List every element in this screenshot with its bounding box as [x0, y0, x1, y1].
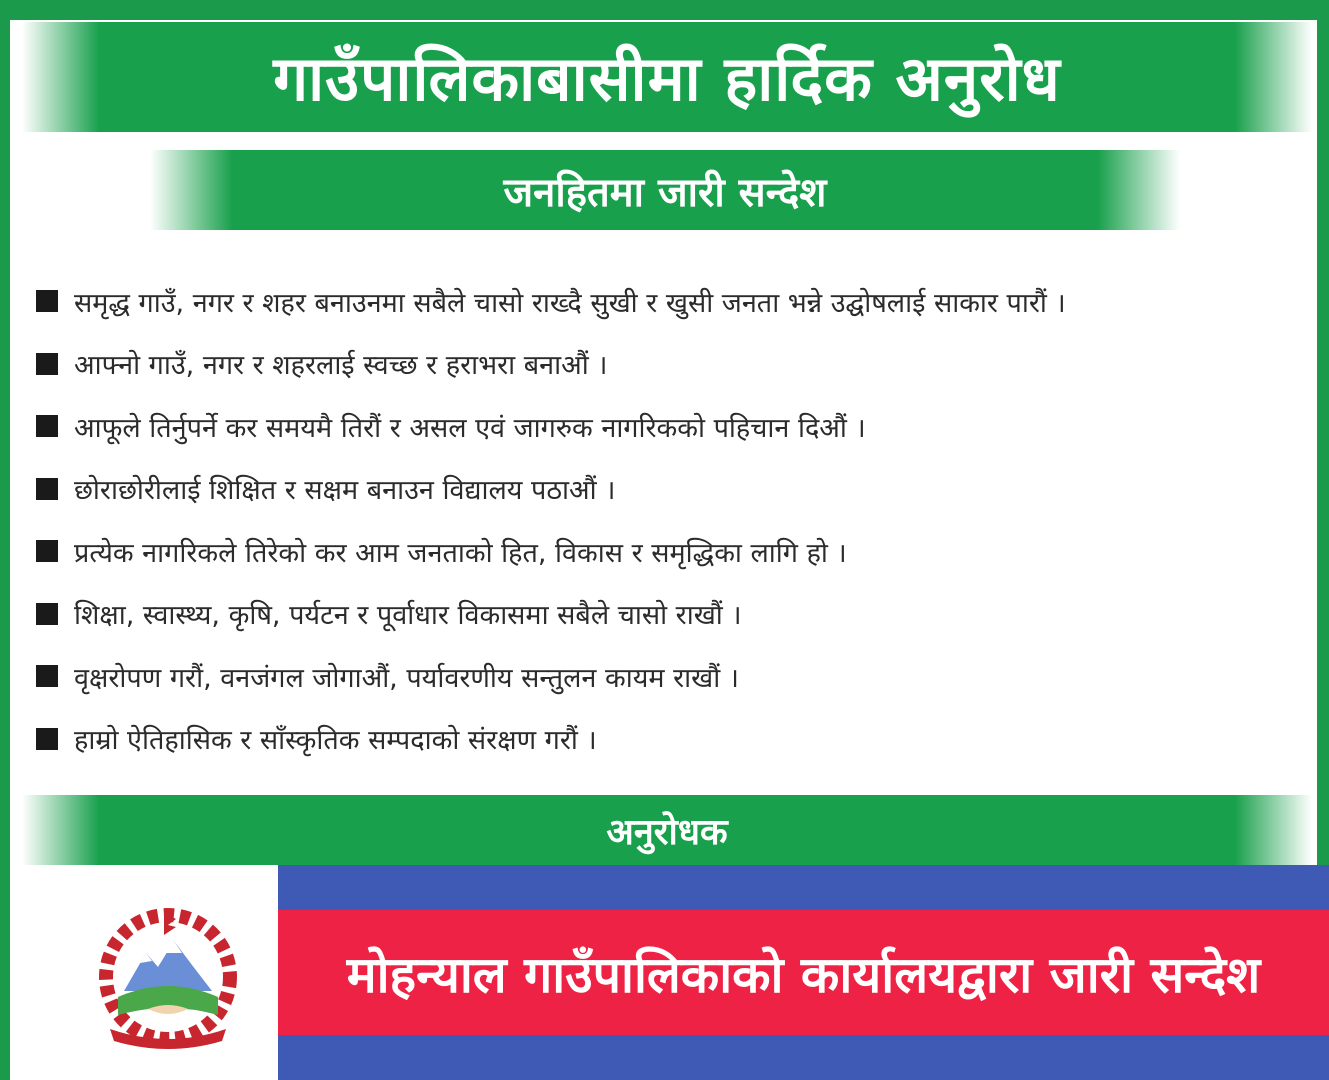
- office-banner: [278, 865, 1329, 1080]
- bullet-icon: [36, 665, 58, 687]
- message-text: वृक्षरोपण गरौं, वनजंगल जोगाऔं, पर्यावरणीय सन्तुलन कायम राखौं ।: [74, 662, 740, 694]
- message-text: आफ्नो गाउँ, नगर र शहरलाई स्वच्छ र हराभरा बनाऔं ।: [74, 350, 608, 382]
- page-subtitle: जनहितमा जारी सन्देश: [503, 169, 827, 216]
- nepal-government-emblem-icon: [88, 905, 248, 1055]
- message-text: छोराछोरीलाई शिक्षित र सक्षम बनाउन विद्यालय पठाऔं ।: [74, 475, 616, 507]
- bullet-icon: [36, 415, 58, 437]
- office-message-strip: [278, 910, 1329, 1035]
- bullet-icon: [36, 603, 58, 625]
- requester-banner: [22, 795, 1312, 865]
- list-item: [36, 458, 1306, 521]
- list-item: [36, 583, 1306, 646]
- list-item: [36, 645, 1306, 708]
- bullet-icon: [36, 290, 58, 312]
- message-text: प्रत्येक नागरिकले तिरेको कर आम जनताको हित, विकास र समृद्धिका लागि हो ।: [74, 537, 847, 569]
- list-item: [36, 708, 1306, 771]
- bullet-icon: [36, 353, 58, 375]
- message-text: हाम्रो ऐतिहासिक र साँस्कृतिक सम्पदाको संरक्षण गरौं ।: [74, 725, 597, 757]
- subtitle-banner: [150, 150, 1180, 230]
- message-list: [36, 270, 1306, 770]
- list-item: [36, 395, 1306, 458]
- message-text: शिक्षा, स्वास्थ्य, कृषि, पर्यटन र पूर्वाधार विकासमा सबैले चासो राखौं ।: [74, 600, 742, 632]
- bullet-icon: [36, 540, 58, 562]
- bullet-icon: [36, 728, 58, 750]
- bullet-icon: [36, 478, 58, 500]
- message-text: आफूले तिर्नुपर्ने कर समयमै तिरौं र असल एवं जागरुक नागरिकको पहिचान दिऔं ।: [74, 412, 866, 444]
- list-item: [36, 520, 1306, 583]
- requester-label: अनुरोधक: [606, 811, 728, 853]
- list-item: [36, 333, 1306, 396]
- message-text: समृद्ध गाउँ, नगर र शहर बनाउनमा सबैले चासो राख्दै सुखी र खुसी जनता भन्ने उद्घोषलाई साकार पारौं ।: [74, 287, 1066, 319]
- office-message: मोहन्याल गाउँपालिकाको कार्यालयद्वारा जारी सन्देश: [346, 945, 1261, 1004]
- page-title: गाउँपालिकाबासीमा हार्दिक अनुरोध: [273, 42, 1061, 115]
- list-item: [36, 270, 1306, 333]
- title-banner: [22, 22, 1312, 132]
